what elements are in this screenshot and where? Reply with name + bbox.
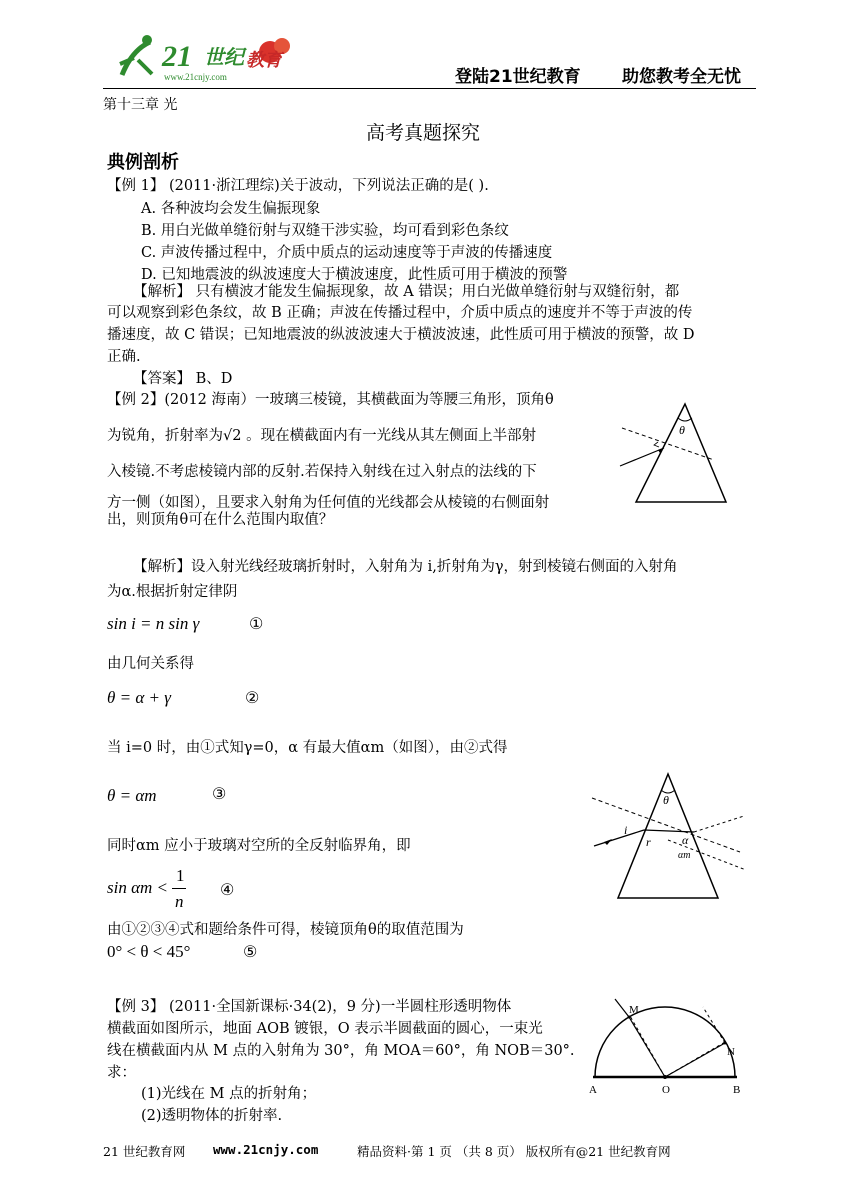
slogan-right: 助您教考全无忧 — [622, 67, 741, 87]
footer-url[interactable]: www.21cnjy.com — [213, 1142, 319, 1157]
svg-text:α: α — [682, 833, 689, 847]
svg-text:M: M — [629, 1004, 639, 1016]
ex2-question-line: 【例 2】(2012 海南）一玻璃三棱镜，其横截面为等腰三角形，顶角θ — [107, 392, 554, 408]
ex1-analysis-line: 可以观察到彩色条纹，故 B 正确；声波在传播过程中，介质中质点的速度并不等于声波的传 — [107, 305, 693, 321]
equation-1: sin i = n sin γ — [107, 614, 200, 633]
ex3-question-line: (2)透明物体的折射率. — [141, 1108, 283, 1124]
equation-5-number: ⑤ — [243, 942, 258, 961]
ex1-analysis-line: 正确. — [107, 349, 141, 365]
svg-text:B: B — [733, 1084, 741, 1096]
ex2-analysis-line: 【解析】设入射光线经玻璃折射时，入射角为 i,折射角为γ，射到棱镜右侧面的入射角 — [133, 559, 678, 575]
ex3-question-line: (1)光线在 M 点的折射角； — [141, 1086, 317, 1102]
equation-2: θ = α + γ — [107, 688, 171, 707]
equation-1-number: ① — [249, 614, 264, 633]
fraction-bar — [172, 888, 186, 889]
footer-site: 21 世纪教育网 — [103, 1144, 186, 1159]
svg-text:N: N — [727, 1046, 735, 1058]
footer-info: 精品资料·第 1 页 （共 8 页） 版权所有@21 世纪教育网 — [357, 1144, 671, 1159]
equation-4: sin αm < — [107, 878, 169, 897]
svg-text:21: 21 — [162, 40, 192, 73]
chapter-label: 第十三章 光 — [103, 97, 178, 113]
svg-text:i: i — [624, 823, 628, 837]
ex1-option-c: C. 声波传播过程中，介质中质点的运动速度等于声波的传播速度 — [141, 245, 553, 261]
equation-2-number: ② — [245, 688, 260, 707]
svg-text:r: r — [646, 835, 651, 849]
svg-text:θ: θ — [663, 793, 669, 807]
svg-text:教育: 教育 — [246, 50, 282, 70]
section-heading: 典例剖析 — [107, 152, 179, 173]
equation-5: 0° < θ < 45° — [107, 942, 191, 961]
header-divider — [103, 88, 756, 89]
ex2-question-line: 入棱镜.不考虑棱镜内部的反射.若保持入射线在过入射点的法线的下 — [107, 464, 537, 480]
svg-text:θ: θ — [679, 423, 685, 437]
ex1-analysis-line: 【解析】 只有横波才能发生偏振现象，故 A 错误；用白光做单缝衍射与双缝衍射，都 — [133, 284, 680, 300]
ex2-analysis-line: 为α.根据折射定律阴 — [107, 584, 238, 600]
prism-figure-1 — [618, 398, 728, 508]
ex2-question-line: 方一侧（如图），且要求入射角为任何值的光线都会从棱镜的右侧面射 — [107, 495, 550, 511]
svg-text:www.21cnjy.com: www.21cnjy.com — [164, 72, 227, 82]
svg-text:A: A — [589, 1084, 597, 1096]
site-logo[interactable] — [112, 30, 302, 85]
ex1-analysis-line: 播速度，故 C 错误；已知地震波的纵波波速大于横波波速，此性质可用于横波的预警，故 D — [107, 327, 695, 343]
page-title: 高考真题探究 — [366, 122, 481, 144]
equation-4-denominator: n — [175, 892, 184, 911]
prism-figure-2 — [590, 770, 750, 902]
ex3-question-line: 【例 3】 (2011·全国新课标·34(2)，9 分)一半圆柱形透明物体 — [107, 999, 512, 1015]
slogan-left: 登陆21世纪教育 — [455, 67, 581, 87]
when-text: 当 i=0 时，由①式知γ=0，α 有最大值αm（如图），由②式得 — [107, 740, 508, 756]
geometry-text: 由几何关系得 — [107, 656, 194, 672]
svg-text:世纪: 世纪 — [204, 47, 244, 69]
svg-text:αm: αm — [678, 850, 691, 861]
equation-4-number: ④ — [220, 880, 235, 899]
ex3-question-line: 横截面如图所示，地面 AOB 镀银，O 表示半圆截面的圆心，一束光 — [107, 1021, 543, 1037]
ex1-option-a: A. 各种波均会发生偏振现象 — [141, 201, 321, 217]
ex2-question-line: 为锐角，折射率为√2 。现在横截面内有一光线从其左侧面上半部射 — [107, 428, 537, 444]
ex1-answer: 【答案】 B、D — [133, 371, 233, 387]
equation-3: θ = αm — [107, 786, 157, 805]
same-text: 同时αm 应小于玻璃对空所的全反射临界角，即 — [107, 838, 411, 854]
semicircle-figure — [585, 995, 747, 1100]
equation-3-number: ③ — [212, 784, 227, 803]
range-text: 由①②③④式和题给条件可得，棱镜顶角θ的取值范围为 — [107, 922, 464, 938]
svg-text:O: O — [662, 1084, 670, 1096]
ex1-option-b: B. 用白光做单缝衍射与双缝干涉实验，均可看到彩色条纹 — [141, 223, 509, 239]
ex1-question: 【例 1】 (2011·浙江理综)关于波动，下列说法正确的是( ). — [107, 178, 489, 194]
ex3-question-line: 线在横截面内从 M 点的入射角为 30°，角 MOA＝60°，角 NOB＝30°. — [107, 1043, 575, 1059]
equation-4-numerator: 1 — [176, 866, 185, 885]
ex1-option-d: D. 已知地震波的纵波速度大于横波速度，此性质可用于横波的预警 — [141, 267, 568, 283]
ex3-question-line: 求： — [107, 1065, 136, 1081]
ex2-question-line: 出，则顶角θ可在什么范围内取值？ — [107, 512, 334, 528]
